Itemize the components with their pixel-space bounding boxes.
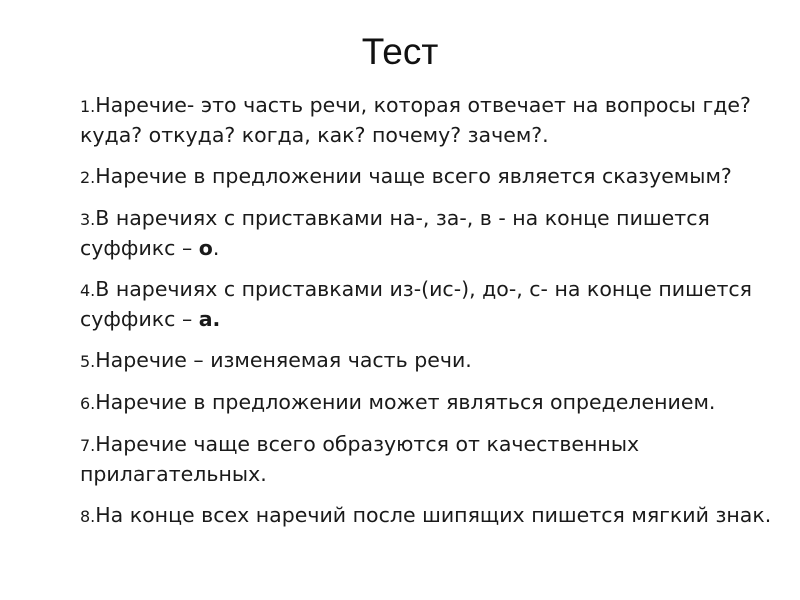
item-text: Наречие – изменяемая часть речи. — [95, 348, 472, 372]
list-item — [80, 275, 785, 334]
item-tail: . — [212, 236, 220, 260]
item-text: Наречие в предложении может являться определением. — [95, 390, 716, 414]
list-item — [80, 91, 785, 150]
list-item — [80, 162, 785, 192]
item-text: На конце всех наречий после шипящих пишется мягкий знак. — [95, 503, 772, 527]
item-text: В наречиях с приставками на-, за-, в - на конце пишется суффикс – — [80, 206, 710, 260]
list-item — [80, 204, 785, 263]
item-suffix: а. — [198, 307, 221, 331]
item-number: 1. — [80, 97, 96, 116]
item-text: Наречие чаще всего образуются от качественных прилагательных. — [80, 432, 640, 486]
item-text: Наречие в предложении чаще всего является сказуемым? — [95, 164, 732, 188]
slide-title: Тест — [361, 31, 439, 72]
list-item — [80, 501, 785, 531]
item-text: Наречие- это часть речи, которая отвечает на вопросы где? куда? откуда? когда, как? почему? зачем?. — [80, 93, 751, 147]
item-number: 6. — [80, 394, 96, 413]
item-number: 5. — [80, 352, 96, 371]
list-item — [80, 388, 785, 418]
item-text: В наречиях с приставками из-(ис-), до-, с- на конце пишется суффикс – — [80, 277, 752, 331]
item-suffix: о — [198, 236, 213, 260]
item-number: 7. — [80, 436, 96, 455]
list-item — [80, 430, 785, 489]
item-number: 2. — [80, 168, 96, 187]
item-number: 3. — [80, 210, 96, 229]
item-number: 8. — [80, 507, 96, 526]
list-item — [80, 346, 785, 376]
question-list — [80, 91, 785, 543]
item-number: 4. — [80, 281, 96, 300]
